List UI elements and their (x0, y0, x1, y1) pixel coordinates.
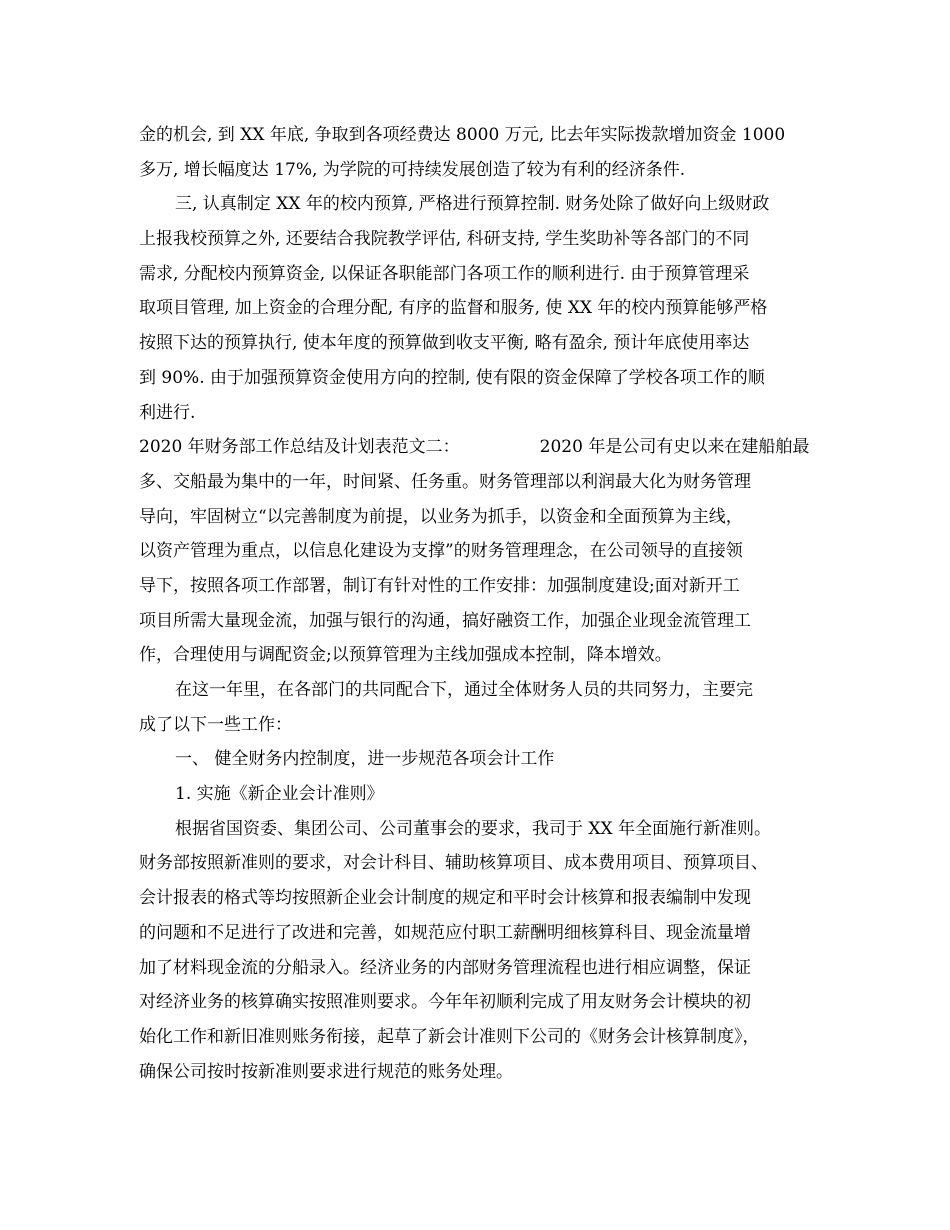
text-line: 项目所需大量现金流，加强与银行的沟通，搞好融资工作，加强企业现金流管理工 (139, 610, 751, 631)
section-heading-line (139, 430, 829, 465)
text-line: 始化工作和新旧准则账务衔接，起草了新会计准则下公司的《财务会计核算制度》， (139, 1026, 760, 1047)
section-heading: 2020 年财务部工作总结及计划表范文二： (139, 437, 460, 458)
section-intro-text: 2020 年是公司有史以来在建船舶最 (539, 437, 810, 458)
text-line: 取项目管理, 加上资金的合理分配, 有序的监督和服务, 使 XX 年的校内预算能够严格 (139, 298, 768, 319)
text-line: 导下，按照各项工作部署，制订有针对性的工作安排：加强制度建设;面对新开工 (139, 575, 740, 596)
text-line: 多万, 增长幅度达 17%, 为学院的可持续发展创造了较为有利的经济条件. (139, 159, 686, 180)
text-line: 以资产管理为重点，以信息化建设为支撑”的财务管理理念，在公司领导的直接领 (139, 541, 743, 562)
text-line: 财务部按照新准则的要求，对会计科目、辅助核算项目、成本费用项目、预算项目、 (139, 853, 768, 874)
text-line: 金的机会, 到 XX 年底, 争取到各项经费达 8000 万元, 比去年实际拨款增加资金 1000 (139, 125, 786, 145)
text-line: 的问题和不足进行了改进和完善，如规范应付职工薪酬明细核算科目、现金流量增 (139, 922, 751, 943)
text-line: 作，合理使用与调配资金;以预算管理为主线加强成本控制，降本增效。 (139, 645, 672, 666)
text-line: 对经济业务的核算确实按照准则要求。今年年初顺利完成了用友财务会计模块的初 (139, 992, 751, 1013)
text-line: 利进行. (139, 402, 196, 423)
document-body (139, 118, 829, 1089)
text-line: 按照下达的预算执行, 使本年度的预算做到收支平衡, 略有盈余, 预计年底使用率达 (139, 333, 750, 354)
subheading-line: 一、 健全财务内控制度，进一步规范各项会计工作 (175, 749, 555, 770)
paragraph-start-line: 三, 认真制定 XX 年的校内预算, 严格进行预算控制. 财务处除了做好向上级财政 (175, 194, 770, 215)
text-line: 上报我校预算之外, 还要结合我院教学评估, 科研支持, 学生奖助补等各部门的不同 (139, 229, 750, 250)
text-line: 加了材料现金流的分船录入。经济业务的内部财务管理流程也进行相应调整，保证 (139, 957, 751, 978)
paragraph-start-line: 在这一年里，在各部门的共同配合下，通过全体财务人员的共同努力，主要完 (175, 680, 753, 700)
text-line: 多、交船最为集中的一年，时间紧、任务重。财务管理部以利润最大化为财务管理 (139, 471, 751, 492)
text-line: 到 90%. 由于加强预算资金使用方向的控制, 使有限的资金保障了学校各项工作的顺 (139, 367, 765, 388)
text-line: 确保公司按时按新准则要求进行规范的账务处理。 (139, 1061, 513, 1082)
subheading-line: 1. 实施《新企业会计准则》 (175, 784, 384, 805)
text-line: 会计报表的格式等均按照新企业会计制度的规定和平时会计核算和报表编制中发现 (139, 888, 751, 909)
paragraph-start-line: 根据省国资委、集团公司、公司董事会的要求，我司于 XX 年全面施行新准则。 (175, 818, 772, 839)
text-line: 需求, 分配校内预算资金, 以保证各职能部门各项工作的顺利进行. 由于预算管理采 (139, 263, 750, 284)
text-line: 导向，牢固树立“以完善制度为前提，以业务为抓手，以资金和全面预算为主线， (139, 506, 743, 527)
text-line: 成了以下一些工作： (139, 714, 292, 735)
